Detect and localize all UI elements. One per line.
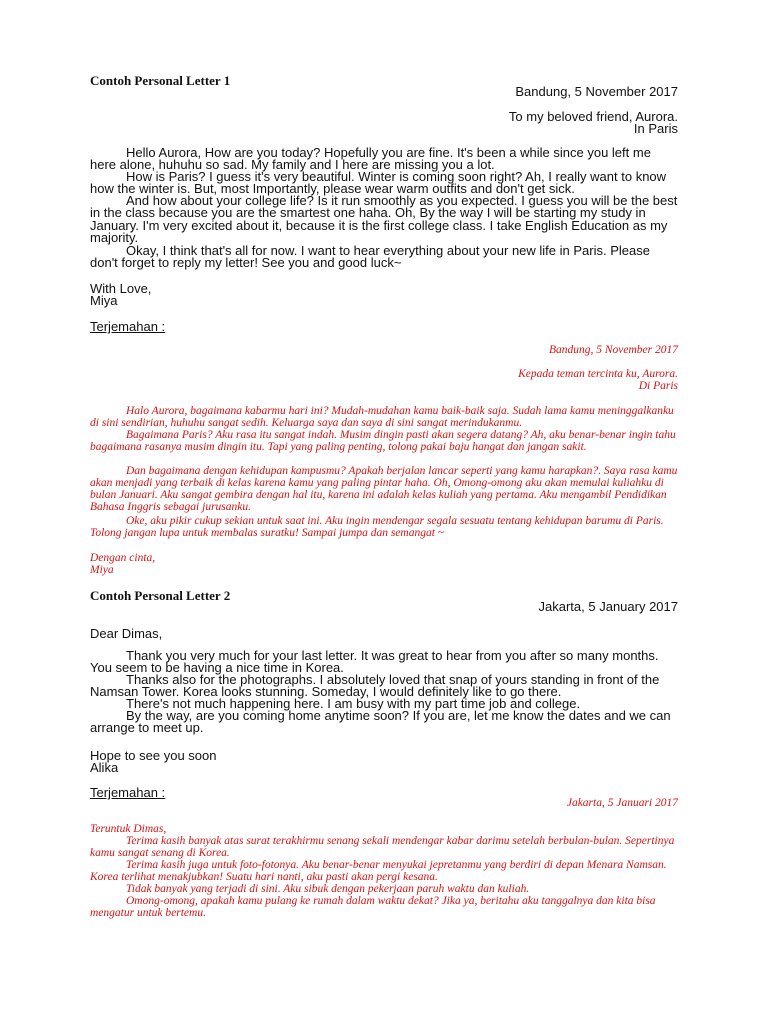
letter1-translation-paragraph: Oke, aku pikir cukup sekian untuk saat ini. Aku ingin mendengar segala sesuatu tentang kehidupan barumu di Paris. Tolong jangan lupa untuk membalas suratku! Sampai jumpa dan semangat ~ [90,515,664,539]
letter1-signature: Miya [90,293,118,308]
letter1-translation-signature: Miya [90,564,114,576]
letter1-recipient-location: In Paris [633,121,678,136]
letter2-signature: Alika [90,760,119,775]
letter1-translation-paragraph: Halo Aurora, bagaimana kabarmu hari ini? Mudah-mudahan kamu baik-baik saja. Sudah lama kamu meninggalkanku di sini sendirian, huhuhu sangat sedih. Keluarga saya dan saya di sini sangat merindukanmu. [90,405,674,429]
letter1-translation-label: Terjemahan : [90,319,166,334]
letter1-translation-closing: Dengan cinta, [90,552,156,564]
letter1-date: Bandung, 5 November 2017 [515,84,678,99]
letter1-closing: With Love, [90,281,152,296]
letter2-translation-label: Terjemahan : [90,785,166,800]
letter2-translation-paragraph: Terima kasih juga untuk foto-fotonya. Aku benar-benar menyukai jepretanmu yang berdiri di depan Menara Namsan. Korea terlihat menakjubkan! Suatu hari nanti, aku pasti akan pergi kesana. [90,859,667,883]
letter2-paragraph: Thank you very much for your last letter. It was great to hear from you after so many months. You seem to be having a nice time in Korea. [90,648,659,676]
letter2-translation-paragraph: Terima kasih banyak atas surat terakhirmu senang sekali mendengar kabar darimu setelah berbulan-bulan. Sepertinya kamu sangat senang di Korea. [90,835,675,859]
letter2-translation-date: Jakarta, 5 Januari 2017 [566,797,678,809]
letter2-closing: Hope to see you soon [90,748,217,763]
letter1-recipient: To my beloved friend, Aurora. [508,109,678,124]
letter1-paragraph: Okay, I think that's all for now. I want to hear everything about your new life in Paris. Please don't forget to reply my letter! See you and good luck~ [90,243,650,271]
letter1-translation-paragraph: Bagaimana Paris? Aku rasa itu sangat indah. Musim dingin pasti akan segera datang? Ah, aku benar-benar ingin tahu bagaimana rasanya musim dingin itu. Tapi yang paling penting, tolong pakai baju hangat dan jangan sakit. [90,429,676,453]
letter1-translation-paragraph: Dan bagaimana dengan kehidupan kampusmu? Apakah berjalan lancar seperti yang kamu harapkan?. Saya rasa kamu akan menjadi yang terbaik di kelas karena kamu yang paling pintar haha. Oh, Omong-omong aku akan memulai kuliahku di bulan Januari. Aku sangat gembira dengan hal itu, karena ini adalah kelas kuliah yang pertama. Aku mengambil Pendidikan Bahasa Inggris sebagai jurusanku. [90,465,678,513]
letter1-paragraph: How is Paris? I guess it's very beautiful. Winter is coming soon right? Ah, I really want to know how the winter is. But, most Importantly, please wear warm outfits and don't get sick. [90,169,667,197]
letter2-translation-paragraph: Omong-omong, apakah kamu pulang ke rumah dalam waktu dekat? Jika ya, beritahu aku tanggalnya dan kita bisa mengatur untuk bertemu. [90,895,656,919]
letter1-translation-recipient: Kepada teman tercinta ku, Aurora. [518,368,678,380]
letter1-paragraph: And how about your college life? Is it run smoothly as you expected. I guess you will be the best in the class because you are the smartest one haha. Oh, By the way I will be starting my study in January. I'm very excited about it, because it is the first college class. I take English Education as my majority. [90,193,678,245]
letter2-date: Jakarta, 5 January 2017 [538,599,678,614]
letter1-paragraph: Hello Aurora, How are you today? Hopefully you are fine. It's been a while since you left me here alone, huhuhu so sad. My family and I here are missing you a lot. [90,145,651,173]
letter1-translation-date: Bandung, 5 November 2017 [548,344,678,356]
letter2-translation-paragraph: Tidak banyak yang terjadi di sini. Aku sibuk dengan pekerjaan paruh waktu dan kuliah. [126,883,530,895]
letter2-heading: Contoh Personal Letter 2 [90,588,231,603]
letter2-greeting: Dear Dimas, [90,626,163,641]
letter2-translation-greeting: Teruntuk Dimas, [90,823,167,835]
letter2-paragraph: There's not much happening here. I am busy with my part time job and college. [126,696,581,711]
letter2-paragraph: Thanks also for the photographs. I absolutely loved that snap of yours standing in front of the Namsan Tower. Korea looks stunning. Someday, I would definitely like to go there. [90,672,660,700]
letter1-heading: Contoh Personal Letter 1 [90,73,231,88]
letter2-paragraph: By the way, are you coming home anytime soon? If you are, let me know the dates and we can arrange to meet up. [90,708,671,736]
letter1-translation-location: Di Paris [638,380,678,392]
